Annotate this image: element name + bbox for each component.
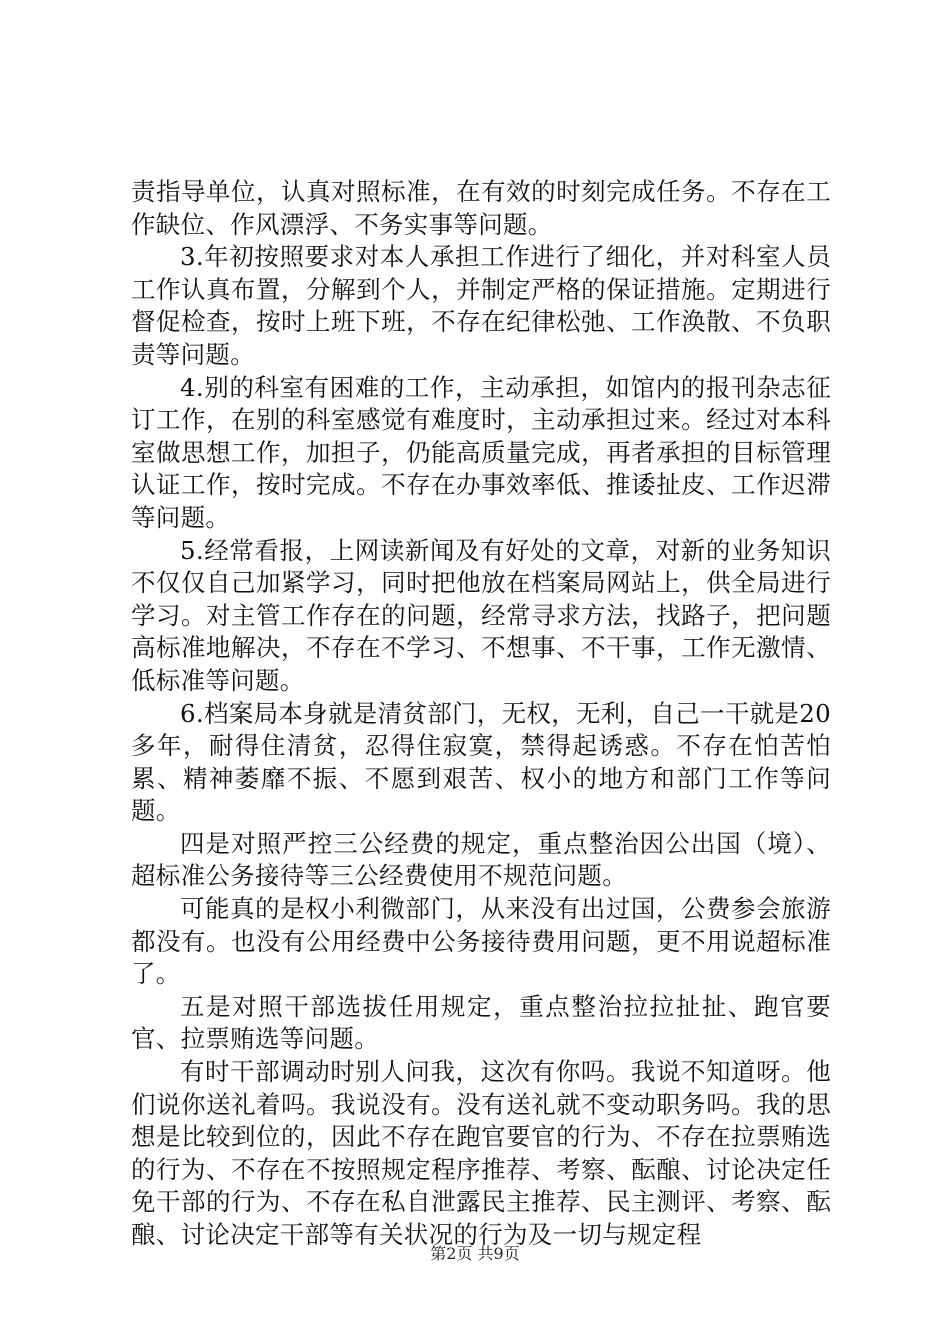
page-number-footer: 第2页 共9页 xyxy=(430,1244,520,1263)
paragraph-4: 5.经常看报，上网读新闻及有好处的文章，对新的业务知识不仅仅自己加紧学习，同时把他放在档案局网站上，供全局进行学习。对主管工作存在的问题，经常寻求方法，找路子，把问题高标准地解决，不存在不学习、不想事、不干事，工作无激情、低标准等问题。 xyxy=(131,535,831,695)
paragraph-1: 责指导单位，认真对照标准，在有效的时刻完成任务。不存在工作缺位、作风漂浮、不务实事等问题。 xyxy=(131,177,831,239)
paragraph-6: 四是对照严控三公经费的规定，重点整治因公出国（境）、超标准公务接待等三公经费使用不规范问题。 xyxy=(131,828,831,891)
paragraph-9: 有时干部调动时别人问我，这次有你吗。我说不知道呀。他们说你送礼着吗。我说没有。没有送礼就不变动职务吗。我的思想是比较到位的，因此不存在跑官要官的行为、不存在拉票贿选的行为、不存在不按照规定程序推荐、考察、酝酿、讨论决定任免干部的行为、不存在私自泄露民主推荐、民主测评、考察、酝酿、讨论决定干部等有关状况的行为及一切与规定程 xyxy=(131,1057,831,1249)
paragraph-8: 五是对照干部选拔任用规定，重点整治拉拉扯扯、跑官要官、拉票贿选等问题。 xyxy=(131,991,831,1054)
document-body xyxy=(131,176,831,1252)
paragraph-5: 6.档案局本身就是清贫部门，无权，无利，自己一干就是20多年，耐得住清贫，忍得住寂寞，禁得起诱惑。不存在怕苦怕累、精神萎靡不振、不愿到艰苦、权小的地方和部门工作等问题。 xyxy=(131,698,831,826)
paragraph-2: 3.年初按照要求对本人承担工作进行了细化，并对科室人员工作认真布置，分解到个人，并制定严格的保证措施。定期进行督促检查，按时上班下班，不存在纪律松弛、工作涣散、不负职责等问题。 xyxy=(131,242,831,369)
paragraph-3: 4.别的科室有困难的工作，主动承担，如馆内的报刊杂志征订工作，在别的科室感觉有难度时，主动承担过来。经过对本科室做思想工作，加担子，仍能高质量完成，再者承担的目标管理认证工作，按时完成。不存在办事效率低、推诿扯皮、工作迟滞等问题。 xyxy=(131,372,831,532)
paragraph-7: 可能真的是权小利微部门，从来没有出过国，公费参会旅游都没有。也没有公用经费中公务接待费用问题，更不用说超标准了。 xyxy=(131,894,831,989)
